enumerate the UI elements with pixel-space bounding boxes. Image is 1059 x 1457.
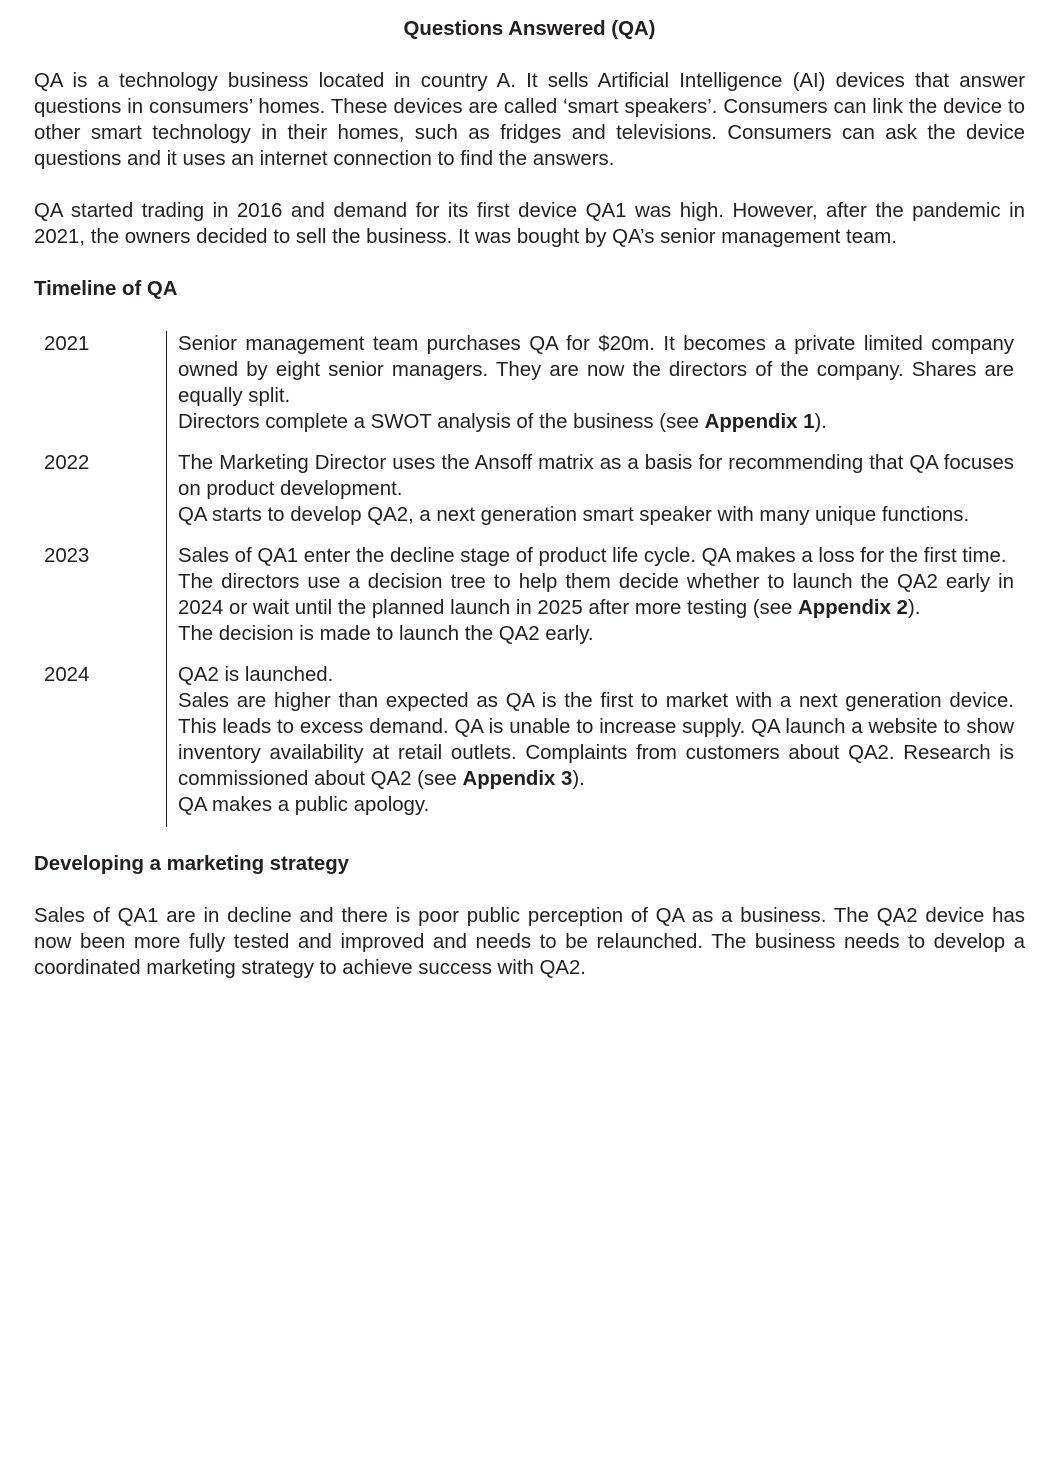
event-text: QA starts to develop QA2, a next generation smart speaker with many unique functions.	[178, 504, 970, 526]
event-text-part: ).	[814, 411, 827, 433]
event-text: The Marketing Director uses the Ansoff matrix as a basis for recommending that QA focuses on product development.	[178, 452, 1014, 500]
timeline-year: 2022	[44, 452, 90, 474]
timeline-events	[178, 331, 1014, 435]
timeline-row-2023	[34, 543, 1025, 662]
event-text	[178, 569, 1014, 621]
event-text: Sales of QA1 enter the decline stage of product life cycle. QA makes a loss for the first time.	[178, 545, 1007, 567]
timeline-events	[178, 543, 1014, 647]
marketing-paragraph: Sales of QA1 are in decline and there is poor public perception of QA as a business. The QA2 device has now been more fully tested and improved and needs to be relaunched. The business needs to develop a coordinated marketing strategy to achieve success with QA2.	[34, 905, 1025, 979]
timeline-heading: Timeline of QA	[34, 278, 178, 300]
event-text: QA2 is launched.	[178, 664, 334, 686]
event-text	[178, 688, 1014, 792]
intro-paragraph-2: QA started trading in 2016 and demand for its first device QA1 was high. However, after the pandemic in 2021, the owners decided to sell the business. It was bought by QA’s senior management team.	[34, 200, 1025, 248]
page-title: Questions Answered (QA)	[403, 18, 656, 40]
appendix-2-ref: Appendix 2	[798, 597, 908, 619]
timeline-row-2022	[34, 450, 1025, 543]
event-text-part: Directors complete a SWOT analysis of the business (see	[178, 411, 705, 433]
timeline-events	[178, 662, 1014, 818]
event-text-part: Sales are higher than expected as QA is the first to market with a next generation device. This leads to excess demand. QA is unable to increase supply. QA launch a website to show inventory availability at retail outlets. Complaints from customers about QA2. Research is commissioned about QA2 (see	[178, 690, 1014, 790]
event-text-part: ).	[907, 597, 921, 619]
event-text	[178, 409, 1014, 435]
intro-paragraph-1: QA is a technology business located in country A. It sells Artificial Intelligence (AI) devices that answer questions in consumers’ homes. These devices are called ‘smart speakers’. Consumers can link the device to other smart technology in their homes, such as fridges and televisions. Consumers can ask the device questions and it uses an internet connection to find the answers.	[34, 70, 1025, 170]
event-text: QA makes a public apology.	[178, 794, 430, 816]
case-study-page	[34, 16, 1025, 981]
event-text-part: ).	[572, 768, 585, 790]
timeline-events	[178, 450, 1014, 528]
event-text: The decision is made to launch the QA2 early.	[178, 623, 594, 645]
timeline-divider	[166, 331, 167, 827]
timeline-year: 2021	[44, 333, 90, 355]
timeline-year: 2024	[44, 664, 90, 686]
event-text: Senior management team purchases QA for $20m. It becomes a private limited company owned by eight senior managers. They are now the directors of the company. Shares are equally split.	[178, 333, 1014, 407]
appendix-3-ref: Appendix 3	[462, 768, 573, 790]
timeline-row-2024	[34, 662, 1025, 827]
appendix-1-ref: Appendix 1	[704, 411, 815, 433]
timeline-row-2021	[34, 331, 1025, 450]
timeline-table	[34, 331, 1025, 827]
marketing-heading: Developing a marketing strategy	[34, 853, 350, 875]
event-text-part: The directors use a decision tree to help them decide whether to launch the QA2 early in 2024 or wait until the planned launch in 2025 after more testing (see	[178, 571, 1014, 619]
timeline-year: 2023	[44, 545, 90, 567]
